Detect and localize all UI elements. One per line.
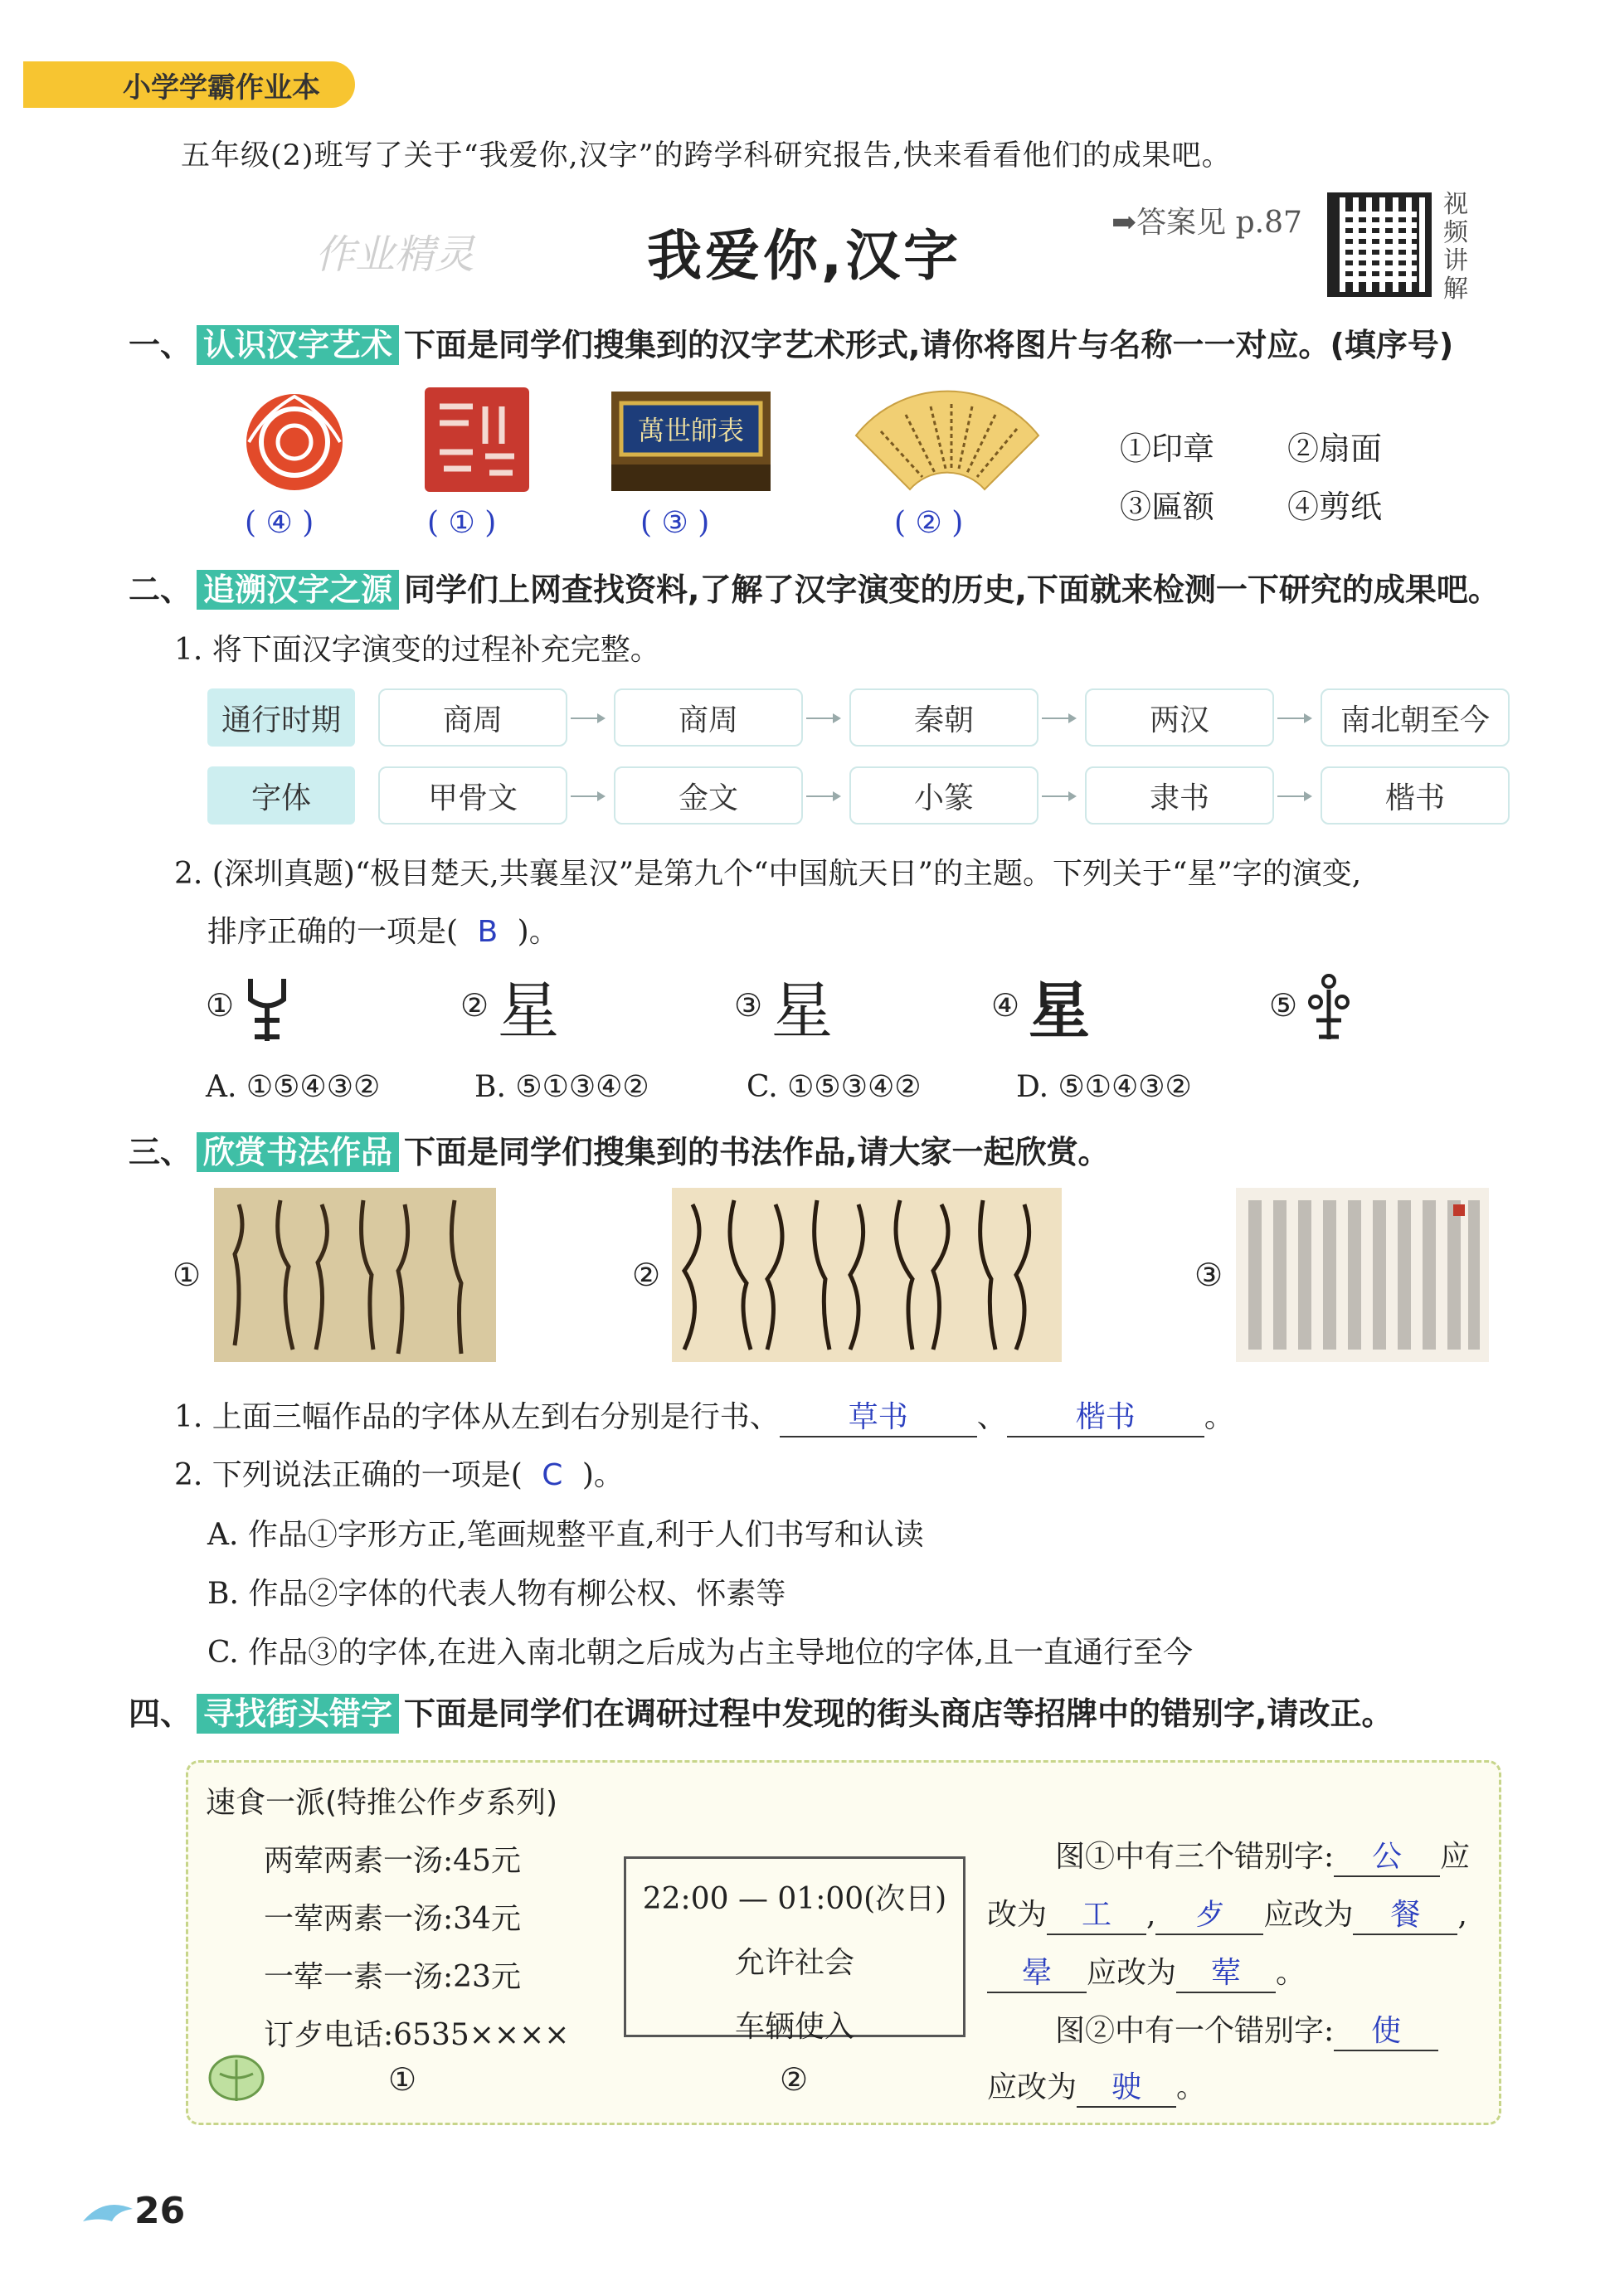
option-fan: ②扇面 <box>1287 430 1383 467</box>
flow-arrow <box>1277 795 1311 797</box>
s4-answer-e[interactable]: 晕 <box>987 1949 1087 1993</box>
section4-tag: 寻找街头错字 <box>197 1694 399 1734</box>
section2-tag: 追溯汉字之源 <box>197 570 399 610</box>
q2-text: 2. (深圳真题)“极目楚天,共襄星汉”是第九个“中国航天日”的主题。下列关于“星”字的演变, <box>174 857 1362 891</box>
section2-q1: 1. 将下面汉字演变的过程补充完整。 <box>174 633 660 667</box>
dolphin-icon <box>79 2196 137 2230</box>
menu-line-4: 订歺电话:6535×××× <box>264 2018 570 2052</box>
s4-line3-mid: 应改为 <box>1087 1956 1177 1990</box>
option-plaque: ③匾额 <box>1120 489 1215 525</box>
sign-line-2: 允许社会 <box>734 1946 854 1980</box>
road-sign <box>624 1856 966 2044</box>
book-title: 小学学霸作业本 <box>123 71 320 105</box>
choice-c: C. ①⑤③④② <box>747 1070 922 1104</box>
page-title: 我爱你,汉字 <box>647 224 962 288</box>
s3-option-b: B. 作品②字体的代表人物有柳公权、怀素等 <box>207 1577 786 1611</box>
section2-num: 二、 <box>129 572 192 608</box>
calligraphy-cursive-script <box>672 1188 1062 1362</box>
row-period-label: 通行时期 <box>207 688 355 747</box>
section2-q2 <box>174 850 1361 893</box>
script-box-3: 小篆 <box>849 766 1038 825</box>
section2-heading <box>129 564 1500 610</box>
calligraphy-running-script <box>214 1188 496 1362</box>
glyph-num-5: ⑤ <box>1269 987 1298 1024</box>
s4-answer-line2 <box>987 1891 1467 1935</box>
script-box-2: 金文 <box>614 766 803 825</box>
qr-code-icon[interactable] <box>1327 192 1432 297</box>
s4-answer-line4 <box>1055 2007 1438 2051</box>
s4-period: 。 <box>1276 1956 1306 1990</box>
section3-tag: 欣赏书法作品 <box>197 1132 399 1172</box>
s4-answer-b[interactable]: 工 <box>1047 1891 1146 1935</box>
intro-text: 五年级(2)班写了关于“我爱你,汉字”的跨学科研究报告,快来看看他们的成果吧。 <box>181 139 1232 173</box>
s4-answer-d[interactable]: 餐 <box>1353 1891 1457 1935</box>
bronze-star-glyph <box>1304 969 1354 1043</box>
glyph-3: 星 <box>771 975 833 1047</box>
s4-answer-g[interactable]: 使 <box>1334 2007 1438 2051</box>
choice-d: D. ⑤①④③② <box>1016 1070 1192 1104</box>
calligraphy-label-1: ① <box>173 1257 202 1293</box>
section3-num: 三、 <box>129 1134 192 1170</box>
s4-line2-mid: 应改为 <box>1263 1898 1354 1932</box>
paper-cut-image <box>241 388 348 496</box>
s3-q1-answer2[interactable]: 楷书 <box>1007 1394 1204 1437</box>
section4-instruction: 下面是同学们在调研过程中发现的街头商店等招牌中的错别字,请改正。 <box>404 1695 1394 1732</box>
s4-answer-line5 <box>987 2064 1206 2108</box>
section3-heading <box>129 1126 1109 1172</box>
section1-answer-1: ( ④ ) <box>245 506 314 540</box>
figure-label-2: ② <box>780 2061 809 2098</box>
flow-arrow <box>571 795 604 797</box>
menu-line-3: 一荤一素一汤:23元 <box>264 1960 521 1994</box>
s4-answer-c[interactable]: 歺 <box>1155 1891 1263 1935</box>
section1-answer-3: ( ③ ) <box>640 506 710 540</box>
s3-q1-text: 1. 上面三幅作品的字体从左到右分别是行书、 <box>174 1400 780 1434</box>
section1-instruction: 下面是同学们搜集到的汉字艺术形式,请你将图片与名称一一对应。(填序号) <box>404 327 1454 363</box>
s4-line1-text: 图①中有三个错别字: <box>1055 1840 1335 1874</box>
flow-arrow <box>1277 718 1311 719</box>
s4-answer-line3 <box>987 1949 1306 1993</box>
s4-answer-line1 <box>1055 1833 1470 1877</box>
s4-answer-h[interactable]: 驶 <box>1077 2064 1176 2108</box>
q2-line2: 排序正确的一项是( <box>207 915 459 949</box>
period-box-3: 秦朝 <box>849 688 1038 747</box>
flow-arrow <box>571 718 604 719</box>
s3-q2-text: 2. 下列说法正确的一项是( <box>174 1458 523 1492</box>
watermark: 作业精灵 <box>315 231 475 278</box>
plaque-image <box>611 392 771 491</box>
script-box-1: 甲骨文 <box>378 766 567 825</box>
choice-a: A. ①⑤④③② <box>206 1070 381 1104</box>
book-title-tab <box>23 61 355 108</box>
section4-num: 四、 <box>129 1695 192 1732</box>
glyph-2: 星 <box>498 975 559 1047</box>
period-box-4: 两汉 <box>1085 688 1274 747</box>
glyph-num-4: ④ <box>991 987 1020 1024</box>
s4-line2-pre: 改为 <box>987 1898 1048 1932</box>
s4-period-2: 。 <box>1176 2070 1207 2104</box>
s4-line1-post: 应 <box>1440 1840 1471 1874</box>
section2-q2-line2 <box>207 908 559 951</box>
glyph-num-1: ① <box>206 987 235 1024</box>
calligraphy-label-3: ③ <box>1194 1257 1223 1293</box>
s4-answer-f[interactable]: 荤 <box>1176 1949 1276 1993</box>
s4-comma: , <box>1146 1898 1156 1932</box>
glyph-4: 星 <box>1029 975 1090 1047</box>
choice-b: B. ⑤①③④② <box>474 1070 649 1104</box>
section1-answer-2: ( ① ) <box>427 506 497 540</box>
s3-option-c: C. 作品③的字体,在进入南北朝之后成为占主导地位的字体,且一直通行至今 <box>207 1636 1194 1670</box>
s3-q1-answer1[interactable]: 草书 <box>780 1394 977 1437</box>
period-box-2: 商周 <box>614 688 803 747</box>
fan-image <box>848 386 1047 494</box>
menu-line-2: 一荤两素一汤:34元 <box>264 1902 521 1936</box>
qr-label: 视频讲解 <box>1443 190 1468 304</box>
glyph-num-3: ③ <box>734 987 763 1024</box>
option-seal: ①印章 <box>1120 430 1215 467</box>
period-box-1: 商周 <box>378 688 567 747</box>
answer-reference: ➡答案见 p.87 <box>1111 206 1302 240</box>
menu-title: 速食一派(特推公作歺系列) <box>206 1786 558 1820</box>
s3-option-a: A. 作品①字形方正,笔画规整平直,利于人们书写和认读 <box>207 1518 924 1552</box>
script-box-5: 楷书 <box>1321 766 1510 825</box>
seal-image <box>423 386 531 494</box>
section2-instruction: 同学们上网查找资料,了解了汉字演变的历史,下面就来检测一下研究的成果吧。 <box>404 572 1500 608</box>
figure-label-1: ① <box>388 2061 417 2098</box>
menu-line-1: 两荤两素一汤:45元 <box>264 1844 521 1878</box>
glyph-num-2: ② <box>460 987 489 1024</box>
s4-comma-2: , <box>1457 1898 1467 1932</box>
section3-q2 <box>174 1452 624 1494</box>
calligraphy-regular-script <box>1236 1188 1489 1362</box>
section1-answer-4: ( ② ) <box>894 506 964 540</box>
section1-tag: 认识汉字艺术 <box>197 325 399 365</box>
section1-heading <box>129 319 1453 365</box>
row-script-label: 字体 <box>207 766 355 825</box>
sign-time: 22:00 — 01:00(次日) <box>642 1882 947 1916</box>
cabbage-icon <box>199 2036 274 2111</box>
flow-arrow <box>806 718 839 719</box>
oracle-star-glyph <box>242 970 292 1045</box>
s4-line5-text: 应改为 <box>987 2070 1077 2104</box>
flow-arrow <box>1042 795 1075 797</box>
flow-arrow <box>806 795 839 797</box>
s3-q1-end: 。 <box>1204 1400 1234 1434</box>
section3-q1 <box>174 1394 1234 1437</box>
page-number: 26 <box>134 2190 186 2232</box>
s3-q2-close: )。 <box>581 1458 624 1492</box>
s3-q2-answer: C <box>542 1458 563 1492</box>
period-box-5: 南北朝至今 <box>1321 688 1510 747</box>
q2-close: )。 <box>517 915 559 949</box>
sign-line-3: 车辆使入 <box>734 2010 854 2044</box>
s3-q1-sep: 、 <box>976 1400 1007 1434</box>
flow-arrow <box>1042 718 1075 719</box>
section3-instruction: 下面是同学们搜集到的书法作品,请大家一起欣赏。 <box>404 1134 1110 1170</box>
q2-answer: B <box>477 915 499 949</box>
s4-answer-a[interactable]: 公 <box>1334 1833 1440 1877</box>
plaque-text: 萬世師表 <box>637 415 745 446</box>
section4-heading <box>129 1688 1393 1734</box>
s4-line4-text: 图②中有一个错别字: <box>1055 2014 1335 2048</box>
section1-num: 一、 <box>129 327 192 363</box>
option-papercut: ④剪纸 <box>1287 489 1383 525</box>
script-box-4: 隶书 <box>1085 766 1274 825</box>
calligraphy-label-2: ② <box>632 1257 661 1293</box>
